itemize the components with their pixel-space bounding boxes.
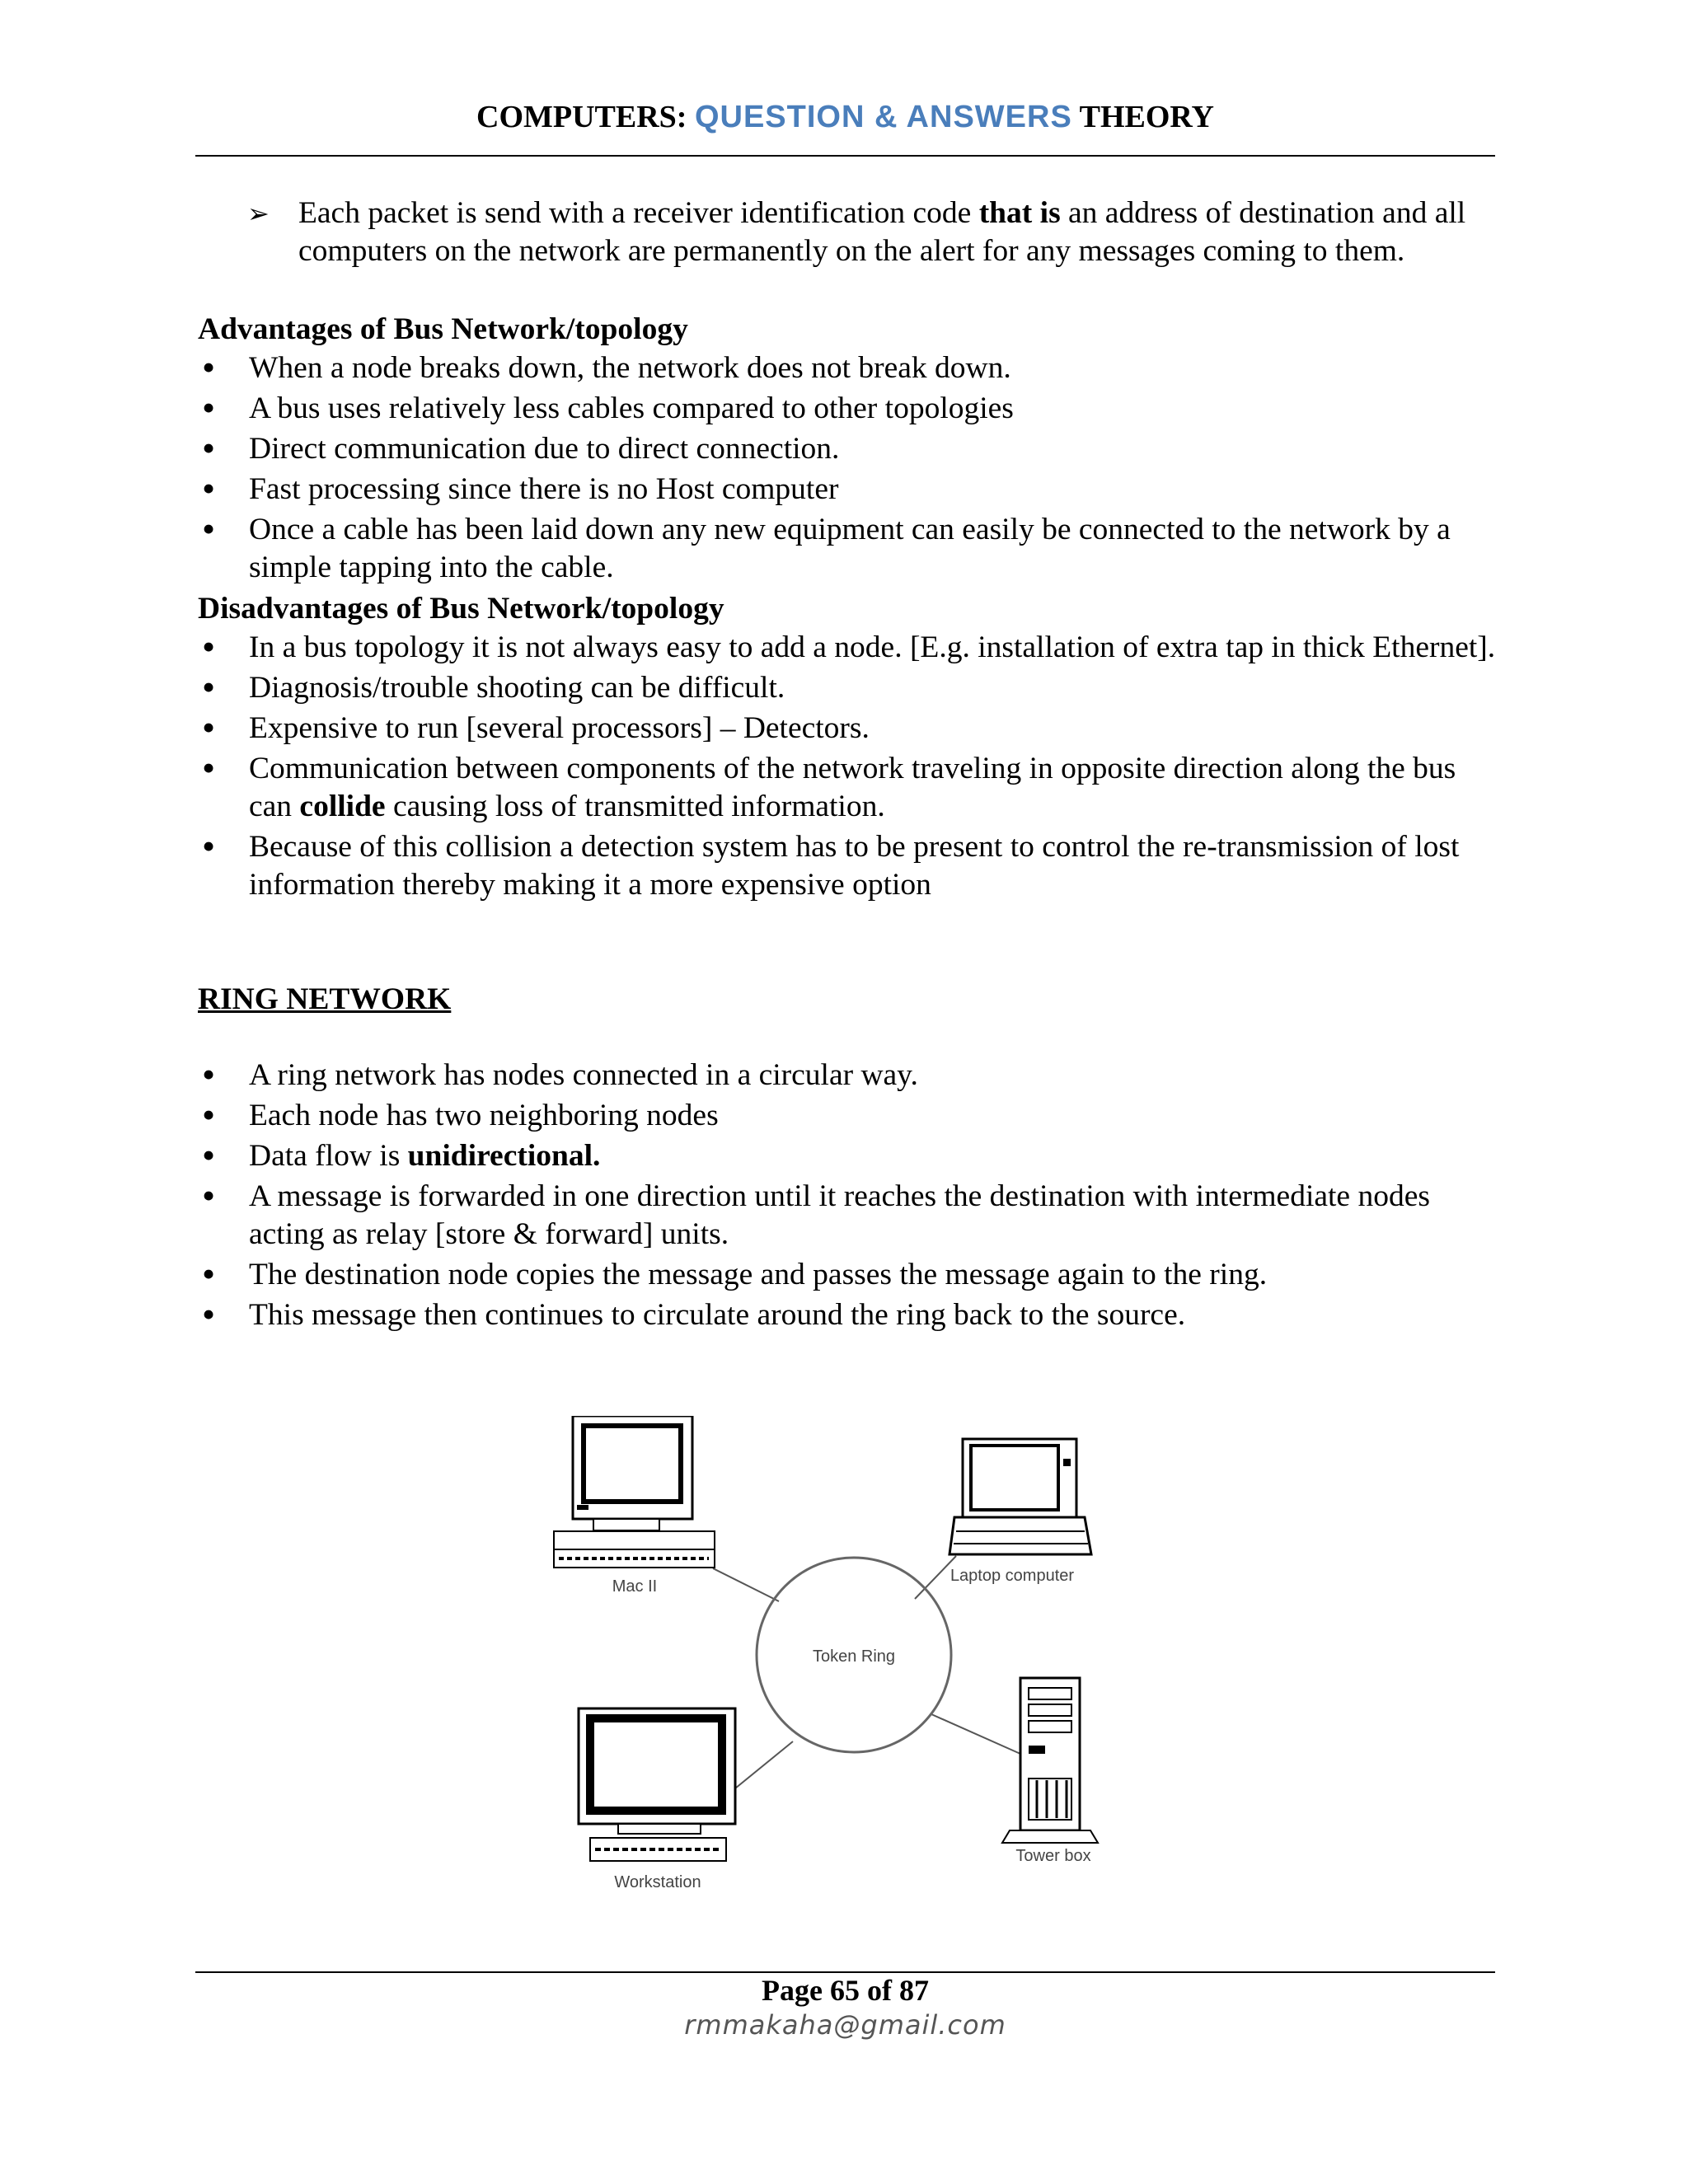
header-colon: :: [676, 100, 687, 134]
bullet-icon: •: [199, 710, 218, 747]
list-item: [198, 471, 1500, 509]
ring-list: [198, 1057, 1500, 1334]
list-item: [198, 1296, 1500, 1334]
page-number: Page 65 of 87: [762, 1974, 929, 2007]
workstation-icon: [579, 1708, 735, 1861]
intro-text-1: Each packet is send with a receiver identification code: [298, 196, 979, 230]
disadvantage-text: Diagnosis/trouble shooting can be difficult.: [249, 671, 785, 705]
workstation-label: Workstation: [614, 1873, 701, 1891]
ring-text: A message is forwarded in one direction until it reaches the destination with intermediate nodes acting as relay [store & forward] units.: [249, 1179, 1430, 1251]
bullet-icon: •: [199, 751, 218, 787]
page-content: [198, 194, 1500, 1337]
bullet-icon: •: [199, 1297, 218, 1333]
disadvantage-text: Because of this collision a detection system has to be present to control the re-transmission of lost information thereby making it a more expensive option: [249, 830, 1460, 902]
tower-box-icon: [1002, 1678, 1098, 1843]
token-ring-diagram: [544, 1416, 1137, 1902]
disadvantages-title: Disadvantages of Bus Network/topology: [198, 592, 724, 626]
advantage-text: Direct communication due to direct connection.: [249, 432, 840, 466]
list-item: [198, 1097, 1500, 1135]
list-item: [198, 1178, 1500, 1254]
ring-text: A ring network has nodes connected in a circular way.: [249, 1058, 918, 1092]
unidirectional-bold: unidirectional.: [407, 1139, 601, 1173]
header-suffix: THEORY: [1079, 100, 1214, 134]
link-mac: [713, 1568, 779, 1601]
bullet-icon: •: [199, 471, 218, 508]
bullet-icon: •: [199, 829, 218, 865]
mac-computer-icon: [554, 1416, 715, 1568]
list-item: [198, 511, 1500, 587]
disadvantage-text: In a bus topology it is not always easy to add a node. [E.g. installation of extra tap in thick Ethernet].: [249, 630, 1496, 664]
list-item: [198, 430, 1500, 468]
intro-bold: that is: [978, 196, 1061, 230]
list-item: [198, 669, 1500, 707]
list-item: [198, 828, 1500, 904]
advantage-text: Fast processing since there is no Host computer: [249, 472, 839, 506]
list-item: [198, 1256, 1500, 1294]
page-header: [195, 99, 1495, 135]
header-prefix: COMPUTERS: [476, 100, 677, 134]
advantage-text: Once a cable has been laid down any new equipment can easily be connected to the network by a simple tapping into the cable.: [249, 513, 1451, 584]
bullet-icon: •: [199, 391, 218, 427]
list-item: [198, 750, 1500, 826]
list-item: [198, 1137, 1500, 1175]
advantage-text: A bus uses relatively less cables compared to other topologies: [249, 391, 1014, 425]
link-workstation: [735, 1741, 793, 1788]
list-item: [198, 1057, 1500, 1094]
list-item: [198, 710, 1500, 748]
mac-label: Mac II: [612, 1577, 658, 1596]
disadvantage-text: Communication between components of the network traveling in opposite direction along the bus can: [249, 752, 1456, 823]
intro-text-2: an address of destination and all computers on the network are permanently on the alert for any messages coming to them.: [298, 196, 1466, 268]
tower-label: Tower box: [1015, 1847, 1091, 1865]
ring-text: The destination node copies the message and passes the message again to the ring.: [249, 1258, 1268, 1291]
footer-email: rmmakaha@gmail.com: [684, 2009, 1006, 2041]
bullet-icon: •: [199, 630, 218, 666]
bullet-icon: •: [199, 670, 218, 706]
token-ring-label: Token Ring: [812, 1647, 896, 1666]
bullet-icon: •: [199, 431, 218, 467]
list-item: [198, 629, 1500, 667]
list-item: [198, 390, 1500, 428]
advantages-list: [198, 349, 1500, 587]
ring-text: This message then continues to circulate around the ring back to the source.: [249, 1298, 1186, 1332]
collide-bold: collide: [299, 790, 386, 823]
advantage-text: When a node breaks down, the network does not break down.: [249, 351, 1011, 385]
disadvantage-text: causing loss of transmitted information.: [385, 790, 885, 823]
bullet-icon: •: [199, 1057, 218, 1094]
ring-text: Each node has two neighboring nodes: [249, 1099, 719, 1132]
bullet-icon: •: [199, 1138, 218, 1174]
ring-text: Data flow is: [249, 1139, 408, 1173]
header-rule: [195, 155, 1495, 157]
intro-item: [198, 194, 1500, 270]
bullet-icon: •: [199, 1257, 218, 1293]
laptop-computer-icon: [950, 1439, 1091, 1554]
ring-network-title: RING NETWORK: [198, 982, 452, 1016]
link-tower: [931, 1714, 1020, 1754]
header-highlight: QUESTION & ANSWERS: [694, 100, 1072, 134]
list-item: [198, 349, 1500, 387]
bullet-icon: •: [199, 1098, 218, 1134]
bullet-icon: •: [199, 1179, 218, 1215]
bullet-icon: •: [199, 350, 218, 387]
arrow-marker-icon: ➢: [247, 198, 270, 229]
advantages-title: Advantages of Bus Network/topology: [198, 312, 688, 346]
disadvantages-list: [198, 629, 1500, 904]
bullet-icon: •: [199, 512, 218, 548]
laptop-label: Laptop computer: [950, 1567, 1075, 1585]
disadvantage-text: Expensive to run [several processors] – Detectors.: [249, 711, 870, 745]
